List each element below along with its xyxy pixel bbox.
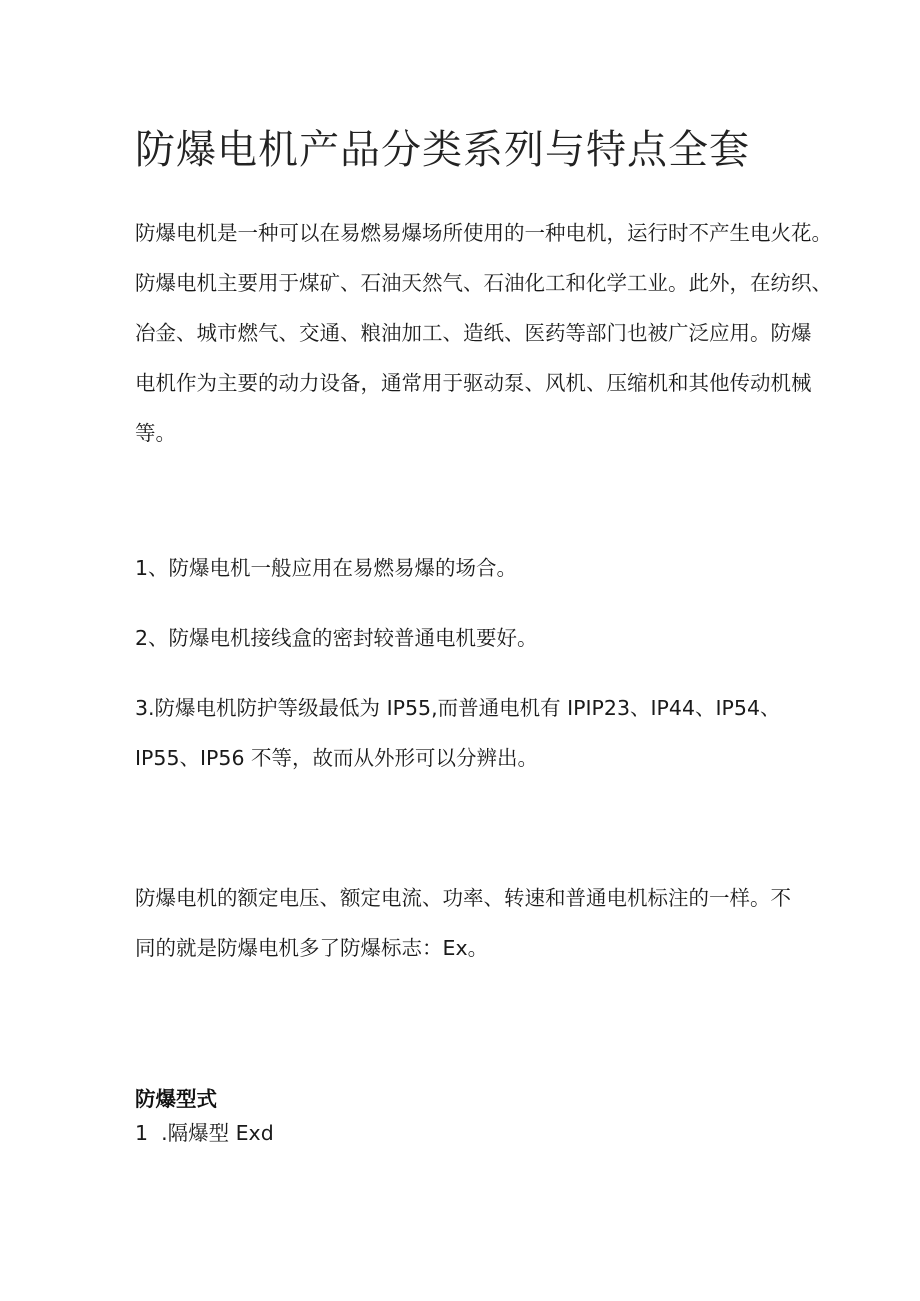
list-item-1 xyxy=(135,543,815,593)
intro-line: 防爆电机是一种可以在易燃易爆场所使用的一种电机，运行时不产生电火花。 xyxy=(135,221,832,245)
list-item-line: 3.防爆电机防护等级最低为 IP55,而普通电机有 IPIP23、IP44、IP54、 xyxy=(135,696,781,720)
ex-mark-line: 防爆电机的额定电压、额定电流、功率、转速和普通电机标注的一样。不 xyxy=(135,886,791,910)
ex-mark-paragraph xyxy=(135,873,815,973)
ex-mark-line: 同的就是防爆电机多了防爆标志：Ex。 xyxy=(135,936,489,960)
list-item-line: 2、防爆电机接线盒的密封较普通电机要好。 xyxy=(135,626,538,650)
intro-line: 等。 xyxy=(135,421,176,445)
sub-item: 1 .隔爆型 Exd xyxy=(135,1121,274,1145)
intro-line: 防爆电机主要用于煤矿、石油天然气、石油化工和化学工业。此外，在纺织、 xyxy=(135,271,832,295)
list-item-line: 1、防爆电机一般应用在易燃易爆的场合。 xyxy=(135,556,518,580)
list-item-2 xyxy=(135,613,815,663)
section-heading: 防爆型式 xyxy=(135,1087,217,1111)
intro-paragraph xyxy=(135,208,832,458)
document-title: 防爆电机产品分类系列与特点全套 xyxy=(135,127,750,173)
intro-line: 电机作为主要的动力设备，通常用于驱动泵、风机、压缩机和其他传动机械 xyxy=(135,371,812,395)
intro-line: 冶金、城市燃气、交通、粮油加工、造纸、医药等部门也被广泛应用。防爆 xyxy=(135,321,812,345)
list-item-line: IP55、IP56 不等，故而从外形可以分辨出。 xyxy=(135,746,539,770)
list-item-3 xyxy=(135,683,815,783)
